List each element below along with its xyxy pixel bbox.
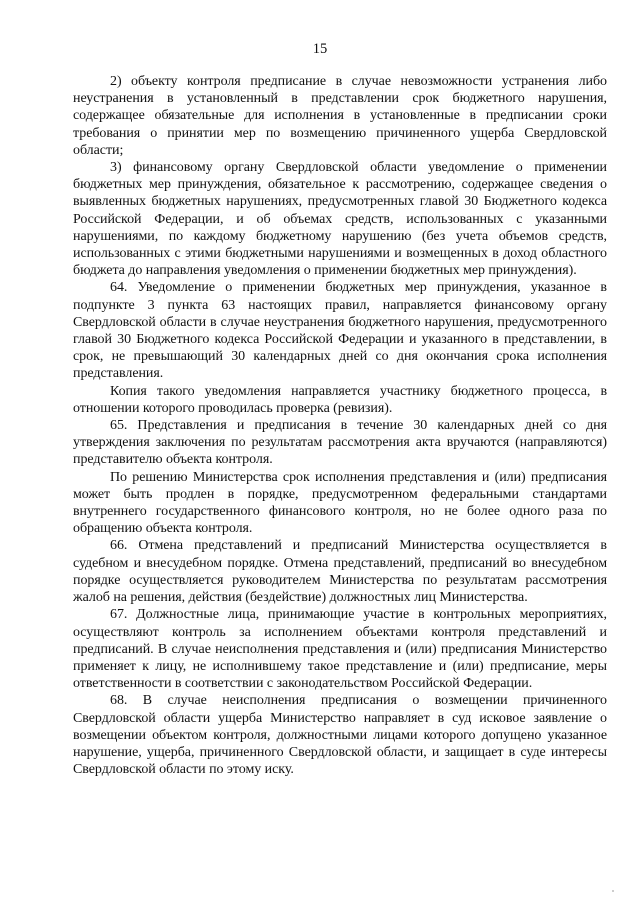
paragraph-item-3: 3) финансовому органу Свердловской области уведомление о применении бюджетных мер принуждения, обязательное к рассмотрению, содержащее сведения о выявленных бюджетных нарушениях, предусмотренных главой 30 Бюджетного кодекса Российской Федерации, и об объемах средств, использованных с указанными нарушениями, по каждому бюджетному нарушению (без учета объемов средств, использованных с этими бюджетными нарушениями и возмещенных в доход областного бюджета до направления уведомления о применении бюджетных мер принуждения).: [73, 160, 607, 279]
scan-speck: [612, 890, 614, 892]
paragraph-65: 65. Представления и предписания в течение 30 календарных дней со дня утверждения заключения по результатам рассмотрения акта вручаются (направляются) представителю объекта контроля.: [73, 418, 607, 468]
paragraph-67: 67. Должностные лица, принимающие участие в контрольных мероприятиях, осуществляют контроль за исполнением объектами контроля представлений и предписаний. В случае неисполнения представления и (или) предписания Министерство применяет к лицу, не исполнившему такое представление и (или) предписание, меры ответственности в соответствии с законодательством Российской Федерации.: [73, 607, 607, 692]
paragraph-64: 64. Уведомление о применении бюджетных мер принуждения, указанное в подпункте 3 пункта 63 настоящих правил, направляется финансовому органу Свердловской области в случае неустранения бюджетного нарушения, предусмотренного главой 30 Бюджетного кодекса Российской Федерации и указанного в представлении, в срок, не превышающий 30 календарных дней со дня окончания срока исполнения представления.: [73, 280, 607, 382]
paragraph-65-extension: По решению Министерства срок исполнения представления и (или) предписания может быть продлен в порядке, предусмотренном федеральными стандартами внутреннего государственного финансового контроля, но не более одного раза по обращению объекта контроля.: [73, 469, 607, 537]
paragraph-66: 66. Отмена представлений и предписаний Министерства осуществляется в судебном и внесудебном порядке. Отмена представлений, предписаний во внесудебном порядке осуществляется руководителем Министерства по результатам рассмотрения жалоб на решения, действия (бездействие) должностных лиц Министерства.: [73, 538, 607, 606]
page-number: 15: [312, 41, 328, 57]
document-body: [73, 73, 607, 778]
paragraph-68: 68. В случае неисполнения предписания о возмещении причиненного Свердловской области ущерба Министерство направляет в суд исковое заявление о возмещении объектом контроля, должностными лицами которого допущено указанное нарушение, ущерба, причиненного Свердловской области, и защищает в суде интересы Свердловской области по этому иску.: [73, 693, 607, 778]
paragraph-item-2: 2) объекту контроля предписание в случае невозможности устранения либо неустранения в установленный в представлении срок бюджетного нарушения, содержащее обязательные для исполнения в установленные в предписании сроки требования о принятии мер по возмещению причиненного ущерба Свердловской области;: [73, 74, 607, 158]
paragraph-64-copy: Копия такого уведомления направляется участнику бюджетного процесса, в отношении которого проводилась проверка (ревизия).: [73, 383, 607, 416]
